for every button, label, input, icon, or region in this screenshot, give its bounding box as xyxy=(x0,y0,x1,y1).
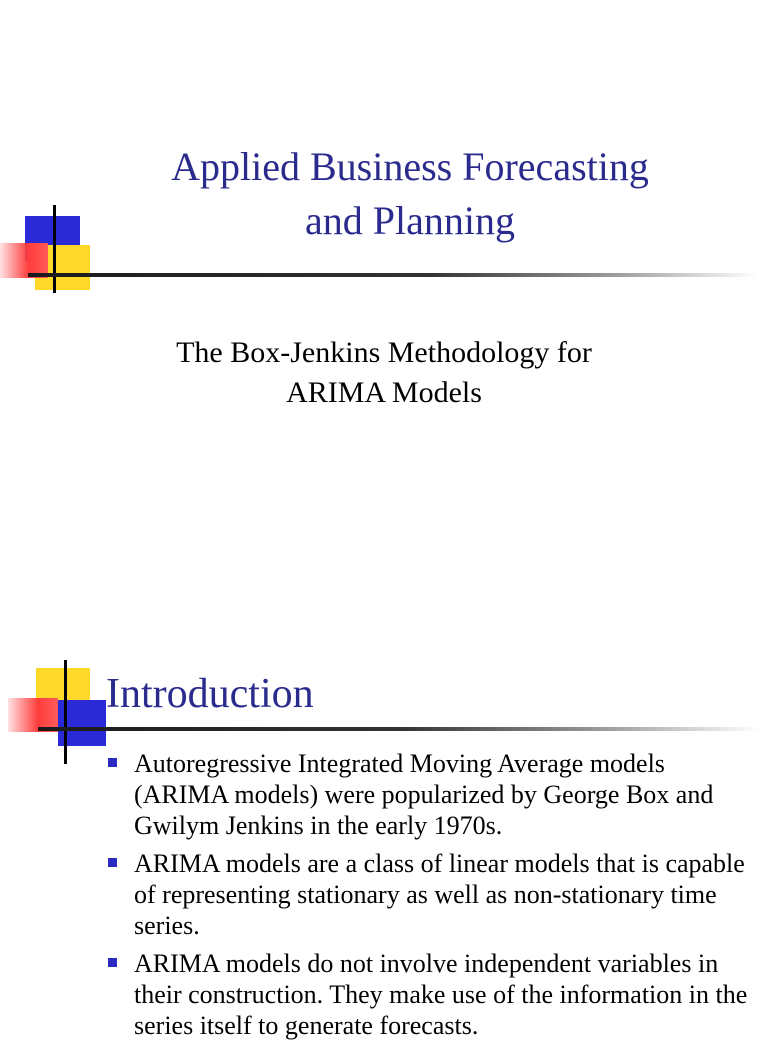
logo-vertical-line xyxy=(64,660,67,764)
bullet-list xyxy=(104,748,754,1048)
square-bullet-icon xyxy=(108,958,117,967)
logo-vertical-line xyxy=(53,205,56,293)
title-divider xyxy=(28,273,758,277)
list-item xyxy=(104,748,754,841)
slide-title xyxy=(60,140,760,248)
square-bullet-icon xyxy=(108,858,117,867)
title-divider xyxy=(38,727,760,731)
slide-subtitle-line-2: ARIMA Models xyxy=(286,376,482,409)
slide-title-line-1: Applied Business Forecasting xyxy=(171,144,649,189)
list-item xyxy=(104,948,754,1041)
introduction-slide xyxy=(0,640,768,1040)
list-item xyxy=(104,848,754,941)
slide-subtitle xyxy=(70,333,698,413)
square-bullet-icon xyxy=(108,758,117,767)
slide-title-line-2: and Planning xyxy=(305,198,515,243)
bullet-text: Autoregressive Integrated Moving Average models (ARIMA models) were popularized by George Box and Gwilym Jenkins in the early 1970s. xyxy=(134,749,714,840)
section-title: Introduction xyxy=(106,671,314,717)
slide-subtitle-line-1: The Box-Jenkins Methodology for xyxy=(176,336,592,369)
colored-blocks-logo-icon xyxy=(0,658,110,753)
bullet-text: ARIMA models do not involve independent variables in their construction. They make use of the information in the series itself to generate forecasts. xyxy=(134,949,748,1040)
bullet-text: ARIMA models are a class of linear models that is capable of representing stationary as well as non-stationary time series. xyxy=(134,849,745,940)
